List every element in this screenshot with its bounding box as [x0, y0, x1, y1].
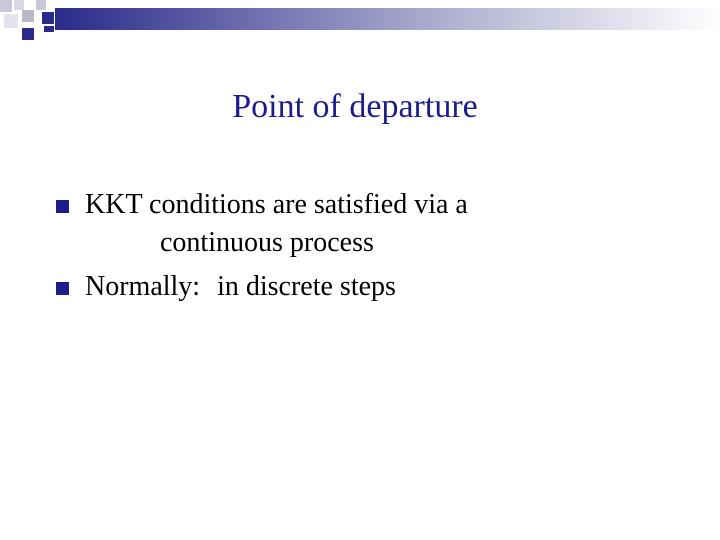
bullet-text: KKT conditions are satisfied via a — [85, 189, 468, 220]
bullet-lead: Normally: — [85, 271, 201, 302]
bullet-text: in discrete steps — [217, 271, 396, 302]
bullet-list — [55, 183, 695, 309]
slide-title-text: Point of departure — [232, 88, 478, 125]
bullet-item — [55, 183, 695, 265]
square-bullet-icon — [56, 282, 69, 295]
square-bullet-icon — [56, 200, 69, 213]
slide-title — [0, 88, 710, 126]
bullet-item — [55, 265, 695, 309]
header-decoration — [0, 0, 720, 45]
bullet-text-continuation: continuous process — [160, 227, 374, 258]
header-gradient-band — [0, 0, 720, 45]
